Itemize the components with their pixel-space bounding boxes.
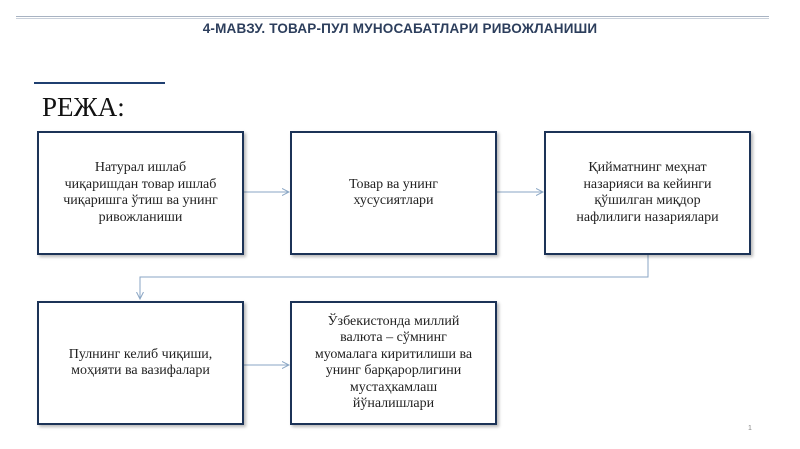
page-number: 1 (748, 425, 752, 432)
box-line: Натурал ишлаб (94, 160, 187, 175)
header-rule (16, 16, 769, 19)
box-line: йўналишлари (352, 396, 435, 411)
box-line: унинг барқарорлигини (325, 363, 462, 378)
box-line: Ўзбекистонда миллий (327, 313, 460, 329)
box-line: чиқаришга ўтиш ва унинг (63, 193, 218, 208)
slide-title: 4-МАВЗУ. ТОВАР-ПУЛ МУНОСАБАТЛАРИ РИВОЖЛАНИШИ (202, 21, 598, 36)
box-line: Пулнинг келиб чиқиши, (68, 346, 213, 362)
box-line: Қийматнинг меҳнат (588, 160, 707, 175)
box-line: валюта – сўмнинг (340, 330, 447, 345)
topic-box-5 (290, 301, 497, 425)
topic-box-4 (37, 301, 244, 425)
box-line: нафлилиги назариялари (576, 209, 719, 225)
box-line: ривожланиши (98, 209, 183, 225)
box-line: мустаҳкамлаш (349, 379, 438, 395)
arrow-box3-to-box4 (140, 255, 648, 299)
box-line: Товар ва унинг (349, 176, 438, 192)
box-line: чиқаришдан товар ишлаб (64, 176, 217, 192)
topic-box-1 (37, 131, 244, 255)
accent-rule (34, 82, 165, 84)
topic-box-3 (544, 131, 751, 255)
box-line: қўшилган миқдор (594, 193, 701, 208)
box-line: назарияси ва кейинги (583, 176, 712, 192)
plan-label: РЕЖА: (42, 92, 125, 122)
box-line: муомалага киритилиши ва (314, 346, 473, 362)
box-line: моҳияти ва вазифалари (71, 363, 210, 378)
box-line: хусусиятлари (353, 193, 434, 208)
topic-box-2 (290, 131, 497, 255)
